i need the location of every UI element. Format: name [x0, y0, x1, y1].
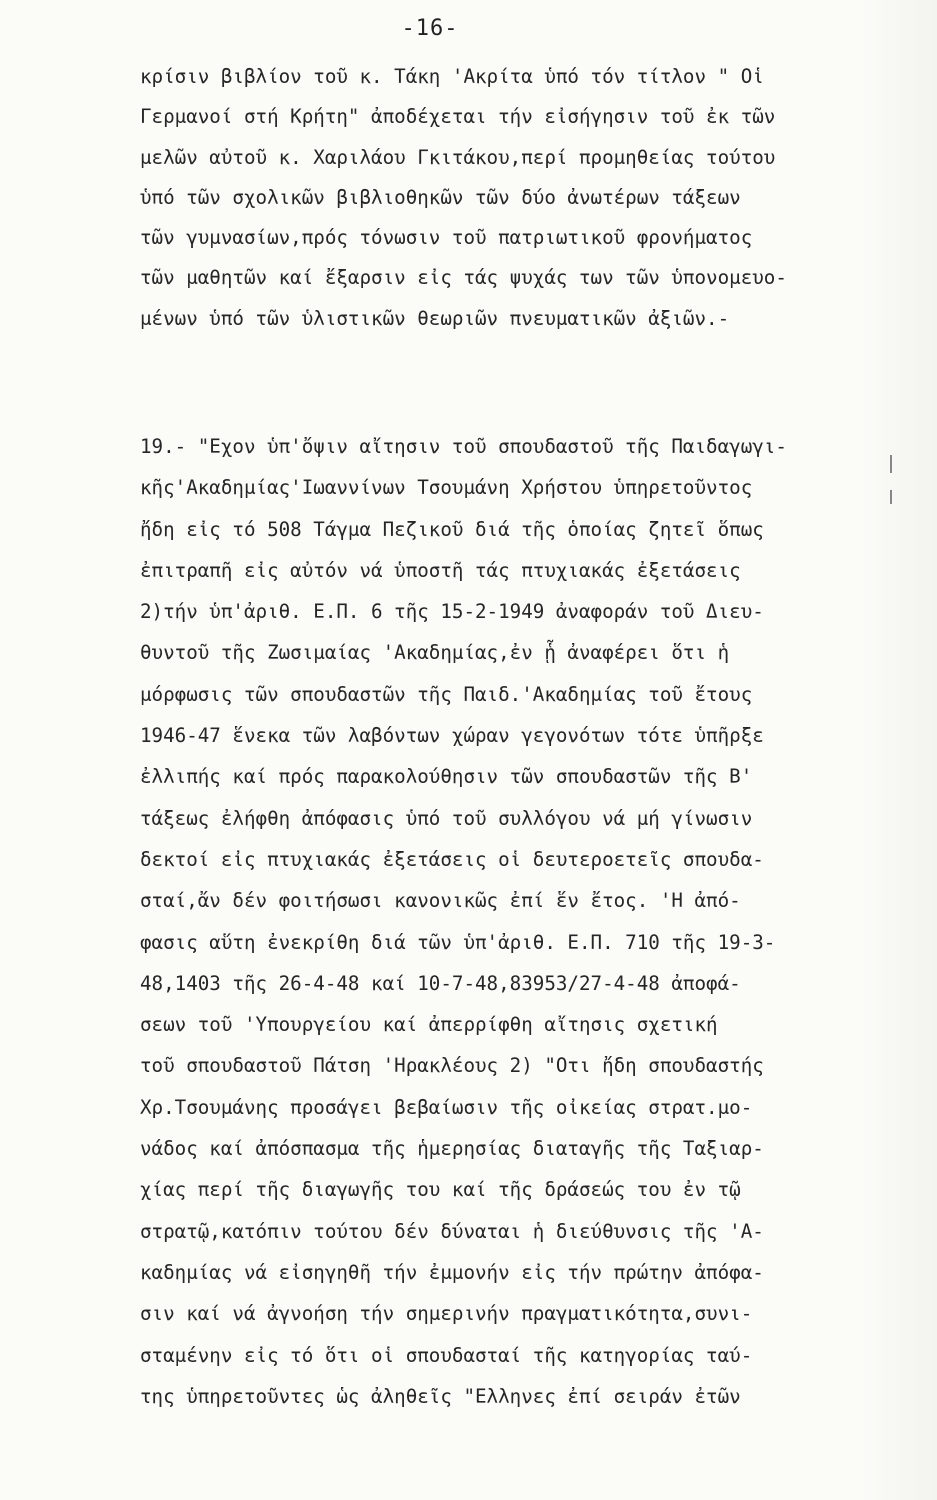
text-line: ὑπό τῶν σχολικῶν βιβλιοθηκῶν τῶν δύο ἀνωτέρων τάξεων — [140, 185, 741, 209]
text-line: νάδος καί ἀπόσπασμα τῆς ἡμερησίας διαταγῆς τῆς Ταξιαρ- — [140, 1137, 764, 1161]
edge-mark — [890, 455, 892, 473]
text-line: στρατῷ,κατόπιν τούτου δέν δύναται ἡ διεύθυνσις τῆς 'Α- — [140, 1219, 764, 1243]
text-line: χίας περί τῆς διαγωγῆς του καί τῆς δράσεώς του ἐν τῷ — [140, 1178, 741, 1202]
text-line: 1946-47 ἕνεκα τῶν λαβόντων χώραν γεγονότων τότε ὑπῆρξε — [140, 724, 764, 748]
text-line: καδημίας νά εἰσηγηθῆ τήν ἐμμονήν εἰς τήν πρώτην ἀπόφα- — [140, 1260, 764, 1284]
text-line: σεων τοῦ 'Υπουργείου καί ἀπερρίφθη αἴτησις σχετική — [140, 1013, 718, 1037]
text-line: κρίσιν βιβλίον τοῦ κ. Τάκη 'Ακρίτα ὑπό τόν τίτλον " Οἱ — [140, 65, 764, 88]
text-line: θυντοῦ τῆς Ζωσιμαίας 'Ακαδημίας,ἐν ᾗ ἀναφέρει ὅτι ἡ — [140, 641, 730, 665]
text-line: μελῶν αὐτοῦ κ. Χαριλάου Γκιτάκου,περί προμηθείας τούτου — [140, 145, 776, 169]
text-line: 48,1403 τῆς 26-4-48 καί 10-7-48,83953/27-4-48 ἀποφά- — [140, 971, 741, 995]
text-line: μόρφωσις τῶν σπουδαστῶν τῆς Παιδ.'Ακαδημίας τοῦ ἔτους — [140, 682, 753, 706]
text-line: ἐπιτραπῆ εἰς αὐτόν νά ὑποστῆ τάς πτυχιακάς ἐξετάσεις — [140, 558, 741, 582]
text-line: τῶν μαθητῶν καί ἔξαρσιν εἰς τάς ψυχάς των τῶν ὑπονομευο- — [140, 266, 787, 290]
text-line: 19.- "Εχον ὑπ'ὄψιν αἴτησιν τοῦ σπουδαστοῦ τῆς Παιδαγωγι- — [140, 435, 787, 458]
text-line: μένων ὑπό τῶν ὑλιστικῶν θεωριῶν πνευματικῶν ἀξιῶν.- — [140, 306, 730, 330]
page-edge-shadow — [860, 0, 937, 1500]
text-line: τάξεως ἐλήφθη ἀπόφασις ὑπό τοῦ συλλόγου νά μή γίνωσιν — [140, 806, 753, 830]
paragraph-book-approval — [140, 57, 880, 339]
text-line: ἐλλιπής καί πρός παρακολούθησιν τῶν σπουδαστῶν τῆς Β' — [140, 765, 753, 789]
page-number: -16- — [401, 16, 459, 41]
text-line: τῶν γυμνασίων,πρός τόνωσιν τοῦ πατριωτικοῦ φρονήματος — [140, 226, 753, 250]
paragraph-item-19 — [140, 427, 880, 1417]
text-line: Γερμανοί στή Κρήτη" ἀποδέχεται τήν εἰσήγησιν τοῦ ἐκ τῶν — [140, 105, 776, 129]
text-line: κῆς'Ακαδημίας'Ιωαννίνων Τσουμάνη Χρήστου ὑπηρετοῦντος — [140, 476, 753, 500]
text-line: σταί,ἄν δέν φοιτήσωσι κανονικῶς ἐπί ἕν ἔτος. 'Η ἀπό- — [140, 889, 741, 913]
text-line: 2)τήν ὑπ'ἀριθ. Ε.Π. 6 τῆς 15-2-1949 ἀναφοράν τοῦ Διευ- — [140, 600, 764, 624]
text-line: δεκτοί εἰς πτυχιακάς ἐξετάσεις οἱ δευτεροετεῖς σπουδα- — [140, 847, 764, 871]
text-line: σιν καί νά ἀγνοήση τήν σημερινήν πραγματικότητα,συνι- — [140, 1302, 753, 1326]
text-line: φασις αὕτη ἐνεκρίθη διά τῶν ὑπ'ἀριθ. Ε.Π. 710 τῆς 19-3- — [140, 930, 776, 954]
text-line: σταμένην εἰς τό ὅτι οἱ σπουδασταί τῆς κατηγορίας ταύ- — [140, 1343, 753, 1367]
text-line: τοῦ σπουδαστοῦ Πάτση 'Ηρακλέους 2) "Οτι ἤδη σπουδαστής — [140, 1054, 764, 1078]
text-line: Χρ.Τσουμάνης προσάγει βεβαίωσιν τῆς οἰκείας στρατ.μο- — [140, 1095, 753, 1119]
edge-mark — [890, 490, 892, 504]
text-line: ἤδη εἰς τό 508 Τάγμα Πεζικοῦ διά τῆς ὁποίας ζητεῖ ὅπως — [140, 517, 764, 541]
text-line: της ὑπηρετοῦντες ὡς ἀληθεῖς "Ελληνες ἐπί σειράν ἐτῶν — [140, 1384, 741, 1408]
